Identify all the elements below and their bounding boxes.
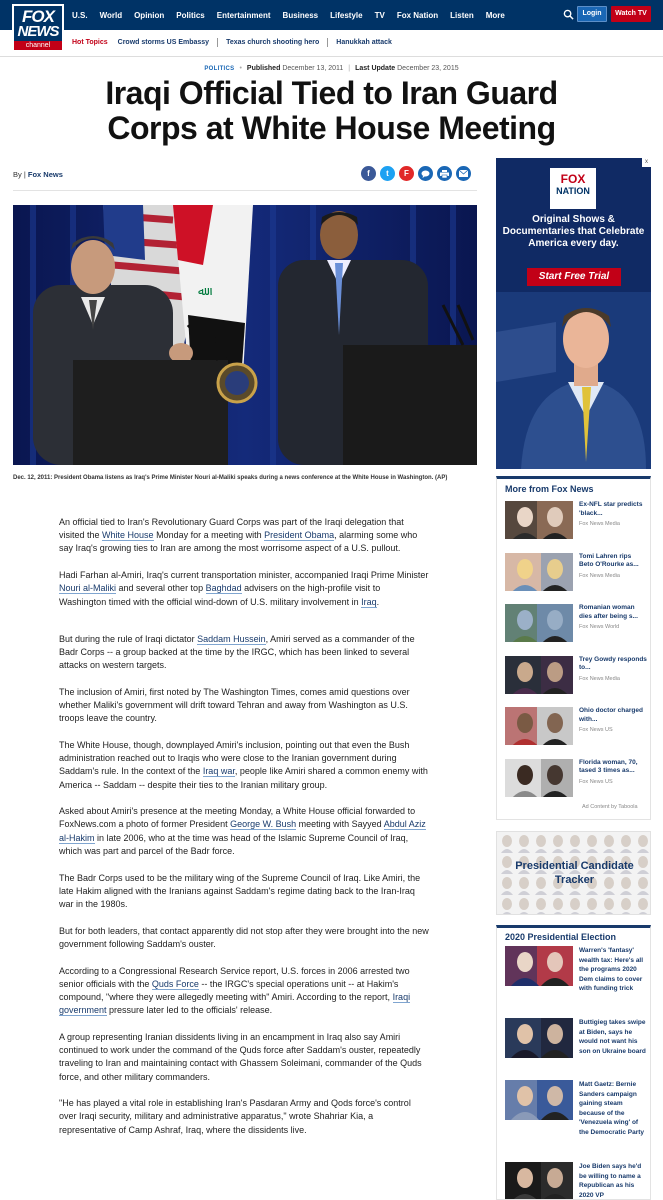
- paragraph-text: .: [376, 596, 380, 607]
- paragraph-text: "He has played a vital role in establishing Iran's Pasdaran Army and Qods force's control over Iraqi security, military and administrative apparatus," wrote Shahriar Kia, a representative of Camp Ashraf, Iraq, where the dissidents live.: [59, 1098, 411, 1135]
- inline-link[interactable]: George W. Bush: [230, 819, 297, 830]
- story-thumbnail[interactable]: [505, 946, 573, 986]
- story-title[interactable]: Ex-NFL star predicts 'black...: [579, 501, 643, 517]
- article-paragraph: [59, 739, 429, 792]
- svg-text:ﷲ: ﷲ: [198, 284, 206, 298]
- inline-link[interactable]: Nouri al-Maliki: [59, 583, 117, 594]
- nav-link[interactable]: Business: [282, 10, 319, 20]
- top-navigation-bar: [0, 0, 663, 30]
- main-nav: [72, 0, 517, 30]
- fox-nation-logo-line2: NATION: [556, 186, 590, 196]
- paragraph-text: Hadi Farhan al-Amiri, Iraq's current transportation minister, accompanied Iraqi Prime Minister: [59, 570, 429, 581]
- paragraph-text: in late 2006, who at the time was head of the Islamic Supreme Council of Iraq, which was part and parcel of the Badr force.: [59, 832, 409, 856]
- story-source: Fox News Media: [579, 521, 620, 527]
- category-link[interactable]: POLITICS: [204, 66, 235, 72]
- story-title[interactable]: Matt Gaetz: Bernie Sanders campaign gaining steam because of the 'Venezuela wing' of the Democratic Party: [579, 1081, 645, 1136]
- inline-link[interactable]: Abdul Aziz al-Hakim: [59, 819, 426, 843]
- story-source: Fox News Media: [579, 572, 620, 579]
- hot-topic-link[interactable]: Hanukkah attack: [327, 38, 400, 47]
- page-title: Iraqi Official Tied to Iran Guard Corps at White House Meeting: [105, 75, 558, 146]
- ad-host-photo: [496, 292, 651, 469]
- story-title[interactable]: Florida woman, 70, tased 3 times as...: [579, 758, 638, 774]
- logo-text-channel: channel: [14, 41, 62, 50]
- nav-link[interactable]: Lifestyle: [330, 10, 363, 20]
- hot-topic-link[interactable]: Crowd storms US Embassy: [117, 38, 210, 46]
- story-title[interactable]: Buttigieg takes swipe at Biden, says he would not want his son on Ukraine board: [579, 1019, 646, 1055]
- paragraph-text: But for both leaders, that contact apparently did not stop after they were brought into the new government following Saddam's ouster.: [59, 925, 429, 949]
- fox-nation-logo-line1: FOX: [560, 172, 586, 186]
- nav-link[interactable]: World: [99, 10, 123, 20]
- nav-link[interactable]: Listen: [450, 10, 474, 20]
- paragraph-text: pressure later led to the officials' release.: [106, 1005, 273, 1016]
- published-date: December 13, 2011: [282, 65, 344, 72]
- divider: [13, 190, 477, 191]
- election-2020-module: [496, 925, 651, 1200]
- nav-link[interactable]: Politics: [176, 10, 205, 20]
- paragraph-text: advisers on the high-profile visit to Washington timed with the official wind-down of U.S. military involvement in: [59, 583, 381, 607]
- story-thumbnail[interactable]: [505, 604, 573, 642]
- paragraph-text: , alarming some who say Iraq's growing ties to Iran are among the most worrisome aspect of a U.S. pullout.: [59, 530, 418, 554]
- paragraph-text: and several other top: [116, 583, 206, 594]
- story-source: Fox News US: [579, 778, 613, 785]
- by-label: By |: [13, 170, 26, 179]
- paragraph-text: The inclusion of Amiri, first noted by The Washington Times, comes amid questions over whether Maliki's government will drift toward Tehran and away from Washington as U.S. troops leave the country.: [59, 686, 410, 724]
- more-story-item[interactable]: [505, 501, 645, 543]
- story-thumbnail[interactable]: [505, 656, 573, 694]
- inline-link[interactable]: Baghdad: [205, 583, 242, 594]
- nav-link[interactable]: More: [485, 10, 505, 20]
- paragraph-text: An official tied to Iran's Revolutionary Guard Corps was part of the Iraqi delegation that visited the: [59, 517, 404, 541]
- logo-text-news: NEWS: [17, 23, 59, 40]
- article-body: [59, 516, 429, 1150]
- search-icon[interactable]: [563, 9, 574, 20]
- nav-link[interactable]: TV: [374, 10, 385, 20]
- inline-link[interactable]: Iraqi government: [59, 991, 411, 1016]
- article-paragraph: [59, 569, 429, 609]
- start-free-trial-button[interactable]: Start Free Trial: [527, 268, 621, 286]
- article-meta: POLITICS • Published December 13, 2011 | Last Update December 23, 2015: [204, 65, 459, 72]
- paragraph-text: , Amiri served as a commander of the Badr Corps -- a group backed at the time by the IRGC, which has been linked to several attacks on western targets.: [59, 633, 415, 671]
- article-paragraph: [59, 805, 429, 858]
- logo-text-fox: FOX: [22, 7, 54, 26]
- story-title[interactable]: Romanian woman dies after being s...: [579, 604, 638, 620]
- email-icon[interactable]: [456, 166, 471, 181]
- story-thumbnail[interactable]: [505, 501, 573, 539]
- story-thumbnail[interactable]: [505, 759, 573, 797]
- story-thumbnail[interactable]: [505, 553, 573, 591]
- story-source: Fox News US: [579, 727, 613, 733]
- paragraph-text: Monday for a meeting with: [153, 530, 265, 541]
- paragraph-text: But during the rule of Iraqi dictator: [59, 633, 198, 644]
- story-title[interactable]: Joe Biden says he'd be willing to name a Republican as his 2020 VP: [579, 1163, 642, 1199]
- inline-link[interactable]: President Obama: [264, 530, 335, 541]
- paragraph-text: The White House, though, downplayed Amiri's inclusion, pointing out that even the Bush administration reached out to Iraqis who were close to the Iranian government during Saddam's rule. In the context of the: [59, 739, 410, 777]
- updated-date: December 23, 2015: [397, 65, 459, 72]
- story-title[interactable]: Warren's 'fantasy' wealth tax: Here's all the programs 2020 Dem claims to cover with funding trick: [579, 947, 644, 992]
- article-paragraph: [59, 1097, 429, 1137]
- section-title: 2020 Presidential Election: [505, 932, 617, 942]
- paragraph-text: Asked about Amiri's presence at the meeting Monday, a White House official forwarded to FoxNews.com a photo of former President: [59, 806, 416, 830]
- nav-link[interactable]: U.S.: [72, 10, 88, 20]
- inline-link[interactable]: White House: [102, 530, 154, 541]
- fox-nation-ad[interactable]: [496, 158, 651, 469]
- paragraph-text: The Badr Corps used to be the military wing of the Supreme Council of Iraq. Like Amiri, the late Hakim aligned with the Iranians against Saddam's regime dating back to the Iran-Iraq war in the 1980s.: [59, 872, 421, 909]
- story-thumbnail[interactable]: [505, 707, 573, 745]
- more-from-fox-news: [496, 476, 651, 820]
- more-story-item[interactable]: [505, 604, 645, 646]
- facebook-icon[interactable]: f: [361, 166, 376, 181]
- more-story-item[interactable]: [505, 656, 645, 698]
- article-paragraph: [59, 1031, 429, 1084]
- article-paragraph: [59, 686, 429, 726]
- article-paragraph: [59, 516, 429, 556]
- more-story-item[interactable]: [505, 553, 645, 595]
- inline-link[interactable]: Iraq: [361, 596, 377, 607]
- twitter-icon[interactable]: t: [380, 166, 395, 181]
- story-thumbnail[interactable]: [505, 1018, 573, 1058]
- author-link[interactable]: Fox News: [27, 170, 63, 179]
- inline-link[interactable]: Saddam Hussein: [197, 633, 266, 644]
- story-source: Fox News Media: [579, 675, 620, 682]
- hot-topics-label: Hot Topics: [72, 38, 108, 46]
- article-photo: [13, 205, 477, 465]
- paragraph-text: -- the IRGC's special operations unit -- at Hakim's compound, "where they were allegedly meeting with" Amiri. According to the report,: [59, 978, 399, 1002]
- inline-link[interactable]: Quds Force: [151, 978, 199, 989]
- ad-text: Original Shows & Documentaries that Celebrate America every day.: [502, 214, 645, 249]
- inline-link[interactable]: Iraq war: [202, 766, 235, 777]
- fox-news-logo[interactable]: [12, 4, 64, 52]
- candidate-tracker-banner[interactable]: [496, 831, 651, 915]
- more-story-item[interactable]: [505, 707, 645, 749]
- login-button[interactable]: Login: [577, 6, 607, 22]
- flipboard-icon[interactable]: F: [399, 166, 414, 181]
- story-source: Fox News World: [579, 624, 620, 630]
- article-paragraph: [59, 633, 429, 673]
- article-paragraph: [59, 965, 429, 1018]
- article-paragraph: [59, 925, 429, 951]
- story-title[interactable]: Trey Gowdy responds to...: [579, 655, 647, 671]
- divider: [0, 56, 663, 57]
- paragraph-text: , people like Amiri shared a common enemy with America -- Saddam -- despite their ties to the Iranian military group.: [59, 766, 428, 790]
- ad-close-icon[interactable]: x: [642, 158, 651, 167]
- section-title: More from Fox News: [505, 484, 594, 494]
- paragraph-text: meeting with Sayyed: [296, 819, 384, 830]
- story-thumbnail[interactable]: [505, 1162, 573, 1200]
- byline: [13, 170, 63, 179]
- story-thumbnail[interactable]: [505, 1080, 573, 1120]
- more-story-item[interactable]: [505, 759, 645, 801]
- comment-icon[interactable]: [418, 166, 433, 181]
- story-title[interactable]: Tomi Lahren rips Beto O'Rourke as...: [579, 552, 639, 568]
- print-icon[interactable]: [437, 166, 452, 181]
- story-title[interactable]: Ohio doctor charged with...: [579, 707, 643, 723]
- paragraph-text: According to a Congressional Research Service report, U.S. forces in 2006 arrested two senior officials with the: [59, 965, 410, 989]
- share-bar: [361, 166, 475, 181]
- article-paragraph: [59, 872, 429, 912]
- nav-link[interactable]: Opinion: [134, 10, 165, 20]
- photo-caption: Dec. 12, 2011: President Obama listens as Iraq's Prime Minister Nouri al-Maliki speaks during a news conference at the White House in Washington. (AP): [13, 475, 448, 481]
- hot-topics-bar: [72, 36, 400, 48]
- hot-topic-link[interactable]: Texas church shooting hero: [217, 38, 327, 47]
- watch-tv-button[interactable]: Watch TV: [611, 6, 651, 22]
- fox-nation-logo: [550, 168, 596, 209]
- nav-link[interactable]: Entertainment: [216, 10, 271, 20]
- published-label: Published: [246, 65, 281, 72]
- nav-link[interactable]: Fox Nation: [396, 10, 439, 20]
- updated-label: Last Update: [355, 65, 396, 72]
- tracker-title: Presidential Candidate Tracker: [515, 860, 634, 886]
- paragraph-text: A group representing Iranian dissidents living in an encampment in Iraq also say Amiri continued to work under the command of the Quds force after Saddam's ouster, repeatedly traveling to Iran and maintaining contact with Ghassem Soleimani, commander of the Quds force, and other military commanders.: [59, 1031, 422, 1082]
- taboola-credit[interactable]: Ad Content by Taboola: [582, 804, 638, 810]
